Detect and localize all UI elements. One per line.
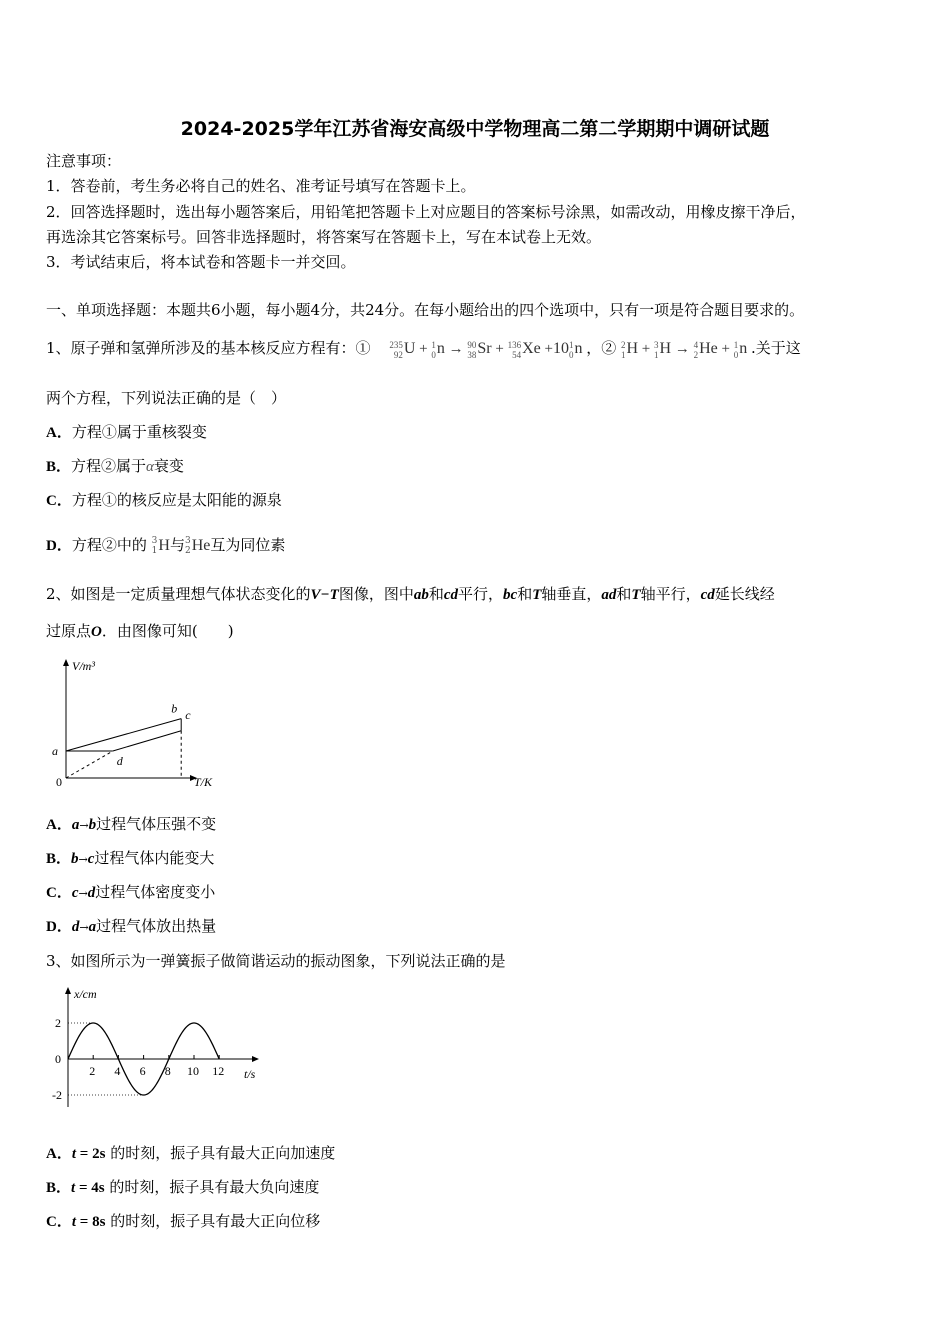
option-d: D．d→a过程气体放出热量 [46, 917, 217, 935]
x-tick-label: 6 [139, 1064, 146, 1078]
question-1-stem-cont: 两个方程，下列说法正确的是（ ） [46, 389, 287, 407]
notice-item: 2．回答选择题时，选出每小题答案后，用铅笔把答题卡上对应题目的答案标号涂黑，如需改动，用橡皮擦干净后， [46, 203, 806, 221]
option-b: B．b→c过程气体内能变大 [46, 849, 215, 867]
point-a-label: a [52, 744, 58, 758]
origin-label: 0 [56, 775, 62, 789]
option-c: C．t = 8s 的时刻，振子具有最大正向位移 [46, 1212, 321, 1230]
notice-item: 1．答卷前，考生务必将自己的姓名、准考证号填写在答题卡上。 [46, 177, 476, 195]
page-title: 2024-2025学年江苏省海安高级中学物理高二第二学期期中调研试题 [180, 118, 770, 140]
y-axis-label: V/m³ [72, 659, 95, 673]
vt-graph [46, 652, 236, 797]
y-tick-label: 2 [55, 1016, 61, 1030]
oscillation-graph [46, 982, 276, 1114]
x-tick-label: 2 [89, 1064, 96, 1078]
point-d-label: d [116, 754, 123, 768]
option-c: C．c→d过程气体密度变小 [46, 883, 216, 901]
question-2-stem-cont: 过原点O．由图像可知( ) [46, 622, 234, 640]
segment-ab [66, 719, 181, 751]
option-a: A．a→b过程气体压强不变 [46, 815, 217, 833]
segment-cd [113, 731, 181, 751]
nuclear-equation-1: 235 92 U + 1 0 n → 90 38 Sr + 136 54 Xe +10 1 0 n [389, 339, 583, 360]
option-d: D．方程②中的 3 1 H与 3 2 He互为同位素 [46, 536, 286, 556]
x-tick-label: 12 [212, 1064, 225, 1078]
option-b: B．t = 4s 的时刻，振子具有最大负向速度 [46, 1178, 320, 1196]
option-c: C．方程①的核反应是太阳能的源泉 [46, 491, 282, 509]
notice-heading: 注意事项： [46, 152, 122, 170]
notice-item: 再选涂其它答案标号。回答非选择题时，将答案写在答题卡上，写在本试卷上无效。 [46, 228, 602, 246]
y-axis-label: x/cm [74, 987, 97, 1001]
option-b: B．方程②属于α衰变 [46, 457, 184, 475]
x-tick-label: 10 [187, 1064, 199, 1078]
section-heading: 一、单项选择题：本题共6小题，每小题4分，共24分。在每小题给出的四个选项中，只有一项是符合题目要求的。 [46, 301, 805, 319]
point-c-label: c [185, 707, 191, 722]
y-tick-label: -2 [52, 1088, 62, 1102]
nuclear-equation-2: 2 1 H + 3 1 H → 4 2 He + 1 0 n [620, 339, 748, 360]
question-2-stem: 2、如图是一定质量理想气体状态变化的V−T图像，图中ab和cd平行，bc和T轴垂直，ad和T轴平行，cd延长线经 [46, 585, 775, 603]
x-tick-label: 8 [164, 1064, 171, 1078]
question-3-stem: 3、如图所示为一弹簧振子做简谐运动的振动图象，下列说法正确的是 [46, 952, 506, 970]
dashed-od [66, 751, 113, 778]
question-1-stem: 1、原子弹和氢弹所涉及的基本核反应方程有：① 235 92 U + 1 0 n → 90 38 Sr + 136 54 Xe +10 1 0 n ，② 2 1 H + 3 1 H → 4 2 He + 1 0 n .关于这 [46, 339, 801, 360]
option-a: A．t = 2s 的时刻，振子具有最大正向加速度 [46, 1144, 336, 1162]
point-b-label: b [171, 701, 178, 716]
x-axis-label: T/K [194, 775, 213, 789]
x-axis-label: t/s [244, 1067, 256, 1081]
option-a: A．方程①属于重核裂变 [46, 423, 207, 441]
notice-item: 3．考试结束后，将本试卷和答题卡一并交回。 [46, 253, 356, 271]
x-tick-label: 4 [114, 1064, 121, 1078]
y-tick-label: 0 [55, 1052, 61, 1066]
